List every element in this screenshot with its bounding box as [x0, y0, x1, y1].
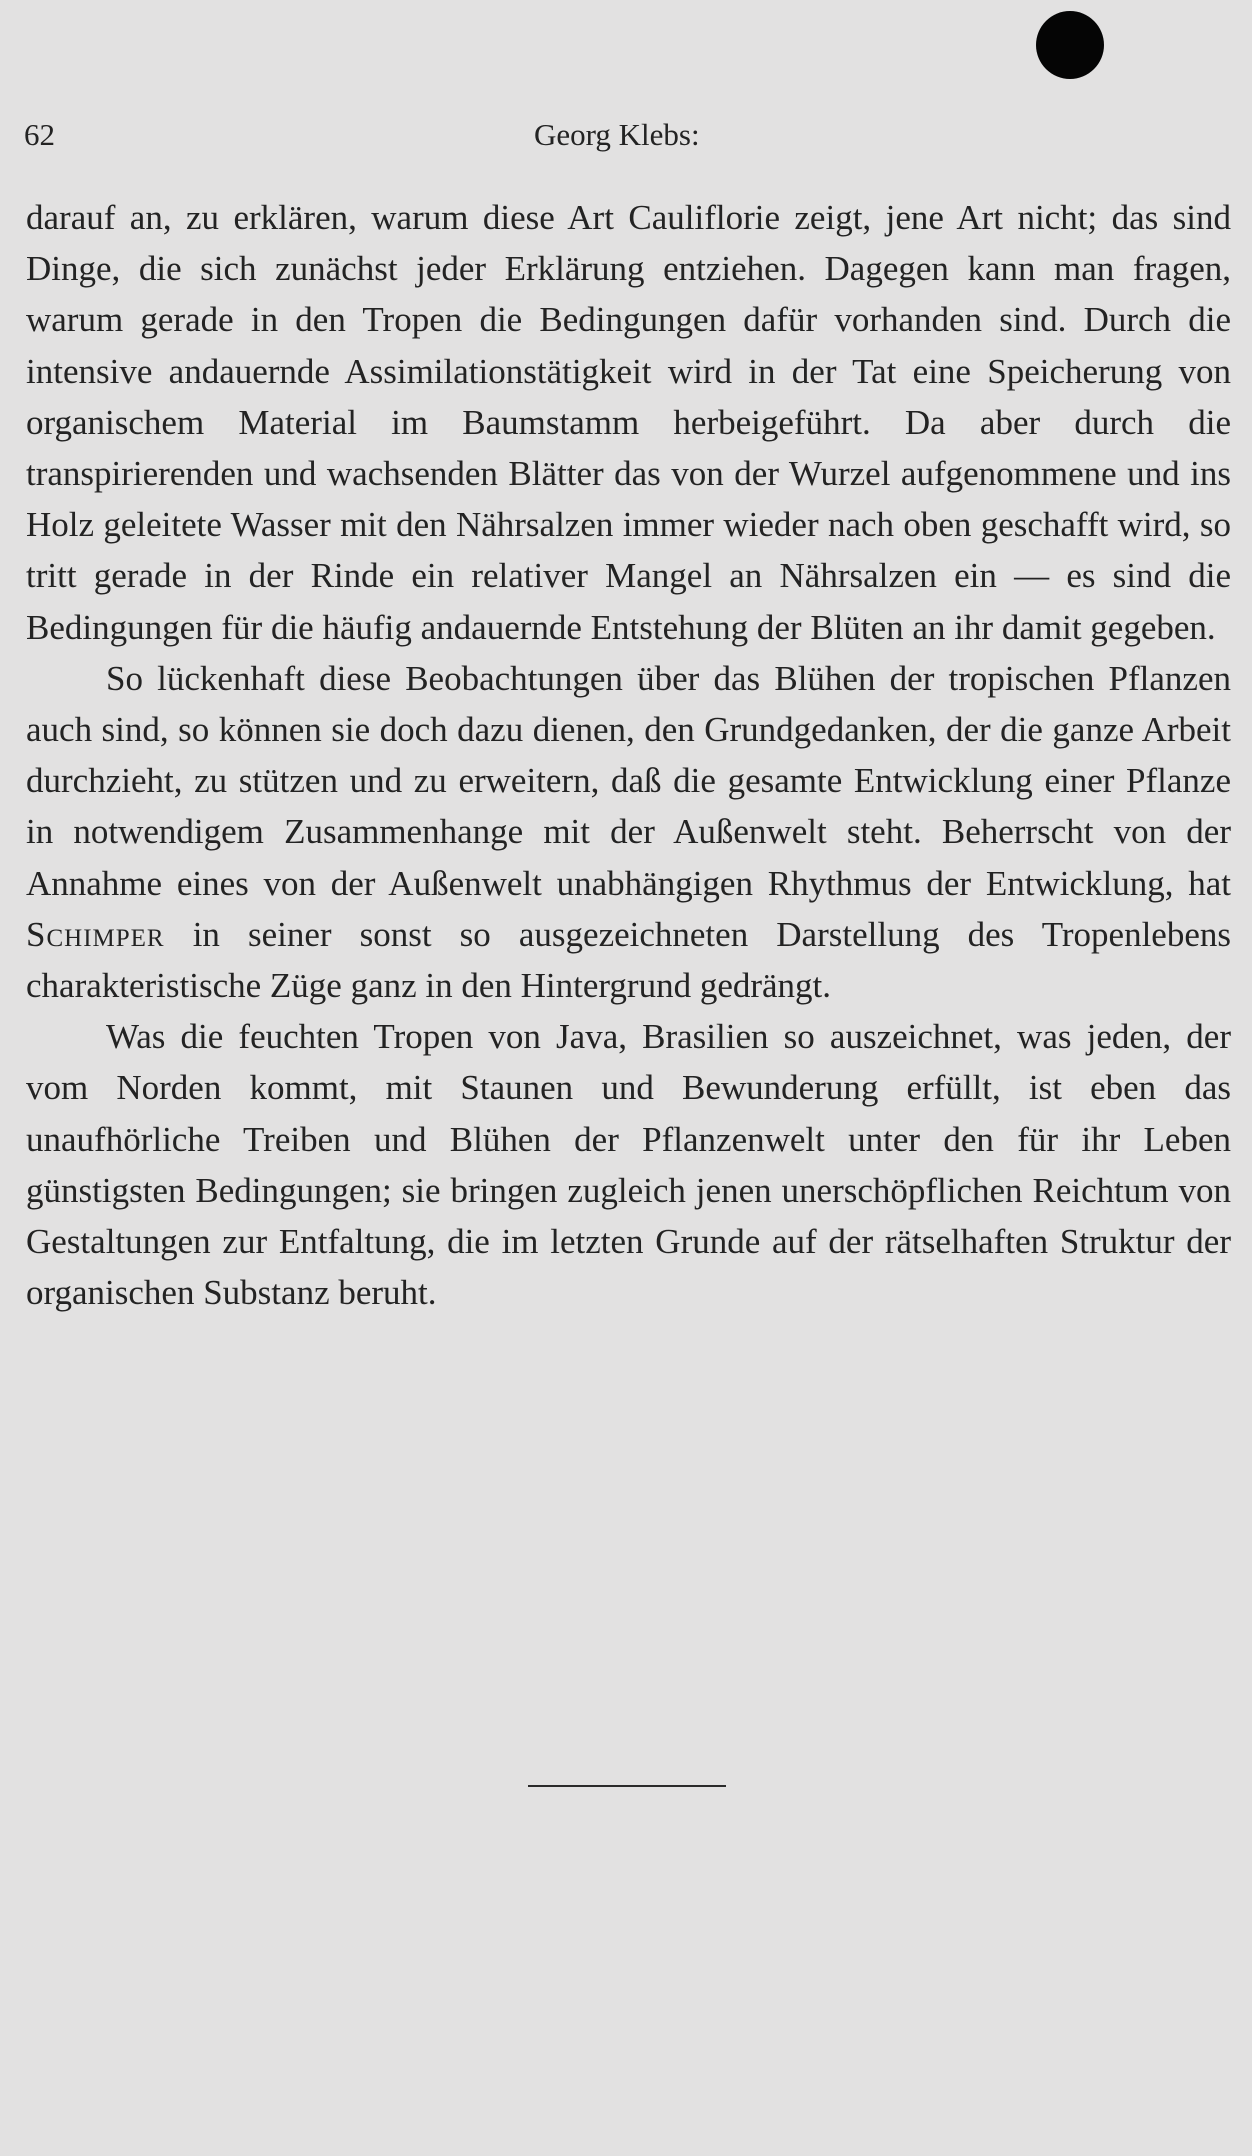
paragraph-1: darauf an, zu erklären, warum diese Art Cauliflorie zeigt, jene Art nicht; das sind Dinge, die sich zunächst jeder Erklärung entziehen. Dagegen kann man fragen, warum gerade in den Tropen die Bedingungen dafür vorhanden sind. Durch die intensive andauernde Assimilationstätigkeit wird in der Tat eine Speicherung von organischem Material im Baumstamm herbeigeführt. Da aber durch die transpirierenden und wachsenden Blätter das von der Wurzel aufgenommene und ins Holz geleitete Wasser mit den Nährsalzen immer wieder nach oben geschafft wird, so tritt gerade in der Rinde ein relativer Mangel an Nährsalzen ein — es sind die Bedingungen für die häufig andauernde Entstehung der Blüten an ihr damit gegeben.	[26, 198, 1231, 647]
page-header	[24, 117, 1228, 157]
paragraph-2	[26, 653, 1231, 1011]
author-name-schimper: Schimper	[26, 914, 165, 954]
punch-hole	[1036, 11, 1104, 79]
end-rule	[528, 1785, 726, 1787]
paragraph-2-text-before: So lückenhaft diese Beobachtungen über das Blühen der tropischen Pflanzen auch sind, so können sie doch dazu dienen, den Grundgedanken, der die ganze Arbeit durchzieht, zu stützen und zu erweitern, daß die gesamte Entwicklung einer Pflanze in notwendigem Zusammenhange mit der Außenwelt steht. Beherrscht von der Annahme eines von der Außenwelt unabhängigen Rhythmus der Entwicklung, hat	[26, 658, 1231, 903]
paragraph-3: Was die feuchten Tropen von Java, Brasilien so auszeichnet, was jeden, der vom Norden kommt, mit Staunen und Bewunderung erfüllt, ist eben das unaufhörliche Treiben und Blühen der Pflanzenwelt unter den für ihr Leben günstigsten Bedingungen; sie bringen zugleich jenen unerschöpflichen Reichtum von Gestaltungen zur Entfaltung, die im letzten Grunde auf der rätselhaften Struktur der organischen Substanz beruht.	[26, 1017, 1231, 1313]
page-number: 62	[24, 117, 55, 152]
paragraph-2-text-after: in seiner sonst so ausgezeichneten Darstellung des Tropenlebens charakteristische Züge ganz in den Hintergrund gedrängt.	[26, 914, 1231, 1006]
running-head: Georg Klebs:	[534, 117, 700, 152]
body-text	[26, 192, 1231, 1318]
